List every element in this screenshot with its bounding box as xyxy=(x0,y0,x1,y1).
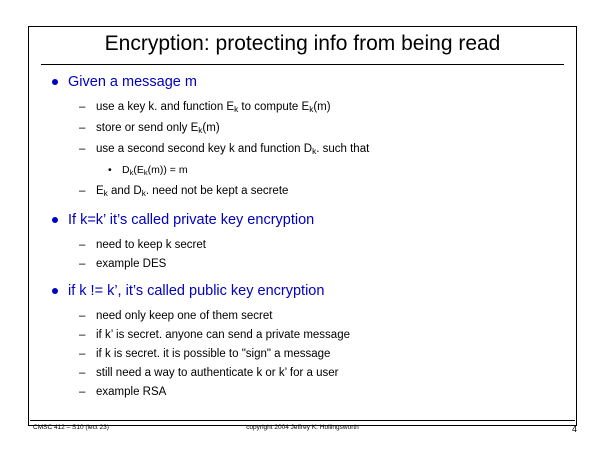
spacer xyxy=(42,274,567,281)
slide-body xyxy=(42,72,567,402)
bullet-level2 xyxy=(42,307,567,326)
bullet-text: still need a way to authenticate k or k’ for a user xyxy=(96,367,339,380)
bullet-level2 xyxy=(42,119,567,140)
bullet-text: if k != k’, it’s called public key encryption xyxy=(68,283,325,300)
dash-bullet-icon: – xyxy=(79,101,86,113)
footer-copyright: copyright 2004 Jeffrey K. Hollingsworth xyxy=(246,424,359,431)
bullet-level2 xyxy=(42,98,567,119)
bullet-dot-icon xyxy=(52,79,58,85)
footer-divider xyxy=(30,420,575,421)
dash-bullet-icon: – xyxy=(79,185,86,198)
bullet-level2 xyxy=(42,255,567,274)
bullet-dot-icon xyxy=(52,217,58,223)
bullet-text: $E_k$ and $D_k$. need not be kept a secrete xyxy=(96,185,289,199)
bullet-level2 xyxy=(42,236,567,255)
bullet-level2 xyxy=(42,182,567,203)
bullet-level1 xyxy=(42,72,567,92)
dash-bullet-icon: – xyxy=(79,310,86,323)
bullet-dot-icon xyxy=(52,288,58,294)
dash-bullet-icon: – xyxy=(79,122,86,135)
bullet-text: If k=k’ it’s called private key encryption xyxy=(68,212,315,229)
dash-bullet-icon: – xyxy=(79,367,86,380)
dash-bullet-icon: – xyxy=(79,329,86,342)
dash-bullet-icon: – xyxy=(79,143,86,156)
dash-bullet-icon: – xyxy=(79,348,86,361)
bullet-text: if k’ is secret. anyone can send a private message xyxy=(96,329,350,342)
bullet-text: $D_k(E_k(m)) = m$ xyxy=(122,164,188,178)
bullet-level3 xyxy=(42,161,567,182)
dash-bullet-icon: – xyxy=(79,239,86,252)
slide-number: 4 xyxy=(571,424,577,434)
small-dot-bullet-icon: • xyxy=(108,164,112,177)
bullet-text: example DES xyxy=(96,258,167,271)
spacer xyxy=(42,203,567,210)
bullet-level2 xyxy=(42,364,567,383)
bullet-level2 xyxy=(42,345,567,364)
bullet-text: need to keep k secret xyxy=(96,239,206,252)
bullet-text: need only keep one of them secret xyxy=(96,310,273,323)
title-divider xyxy=(41,64,564,65)
bullet-text: use a second second key k and function $D_k$. such that xyxy=(96,143,370,157)
bullet-text: store or send only $E_k(m)$ xyxy=(96,122,220,136)
bullet-text: if k is secret. it is possible to "sign" a message xyxy=(96,348,331,361)
dash-bullet-icon: – xyxy=(79,386,86,399)
dash-bullet-icon: – xyxy=(79,258,86,271)
page-title: Encryption: protecting info from being read xyxy=(104,32,501,55)
bullet-level1 xyxy=(42,281,567,301)
bullet-text: use a key k. and function $E_k$ to compute $E_k(m)$ xyxy=(96,101,331,115)
bullet-text: Given a message m xyxy=(68,74,197,90)
footer-course-label: CMSC 412 – S10 (lect 23) xyxy=(33,424,109,431)
bullet-level2 xyxy=(42,326,567,345)
bullet-level1 xyxy=(42,210,567,230)
bullet-level2 xyxy=(42,140,567,161)
bullet-text: example RSA xyxy=(96,386,167,399)
bullet-level2 xyxy=(42,383,567,402)
